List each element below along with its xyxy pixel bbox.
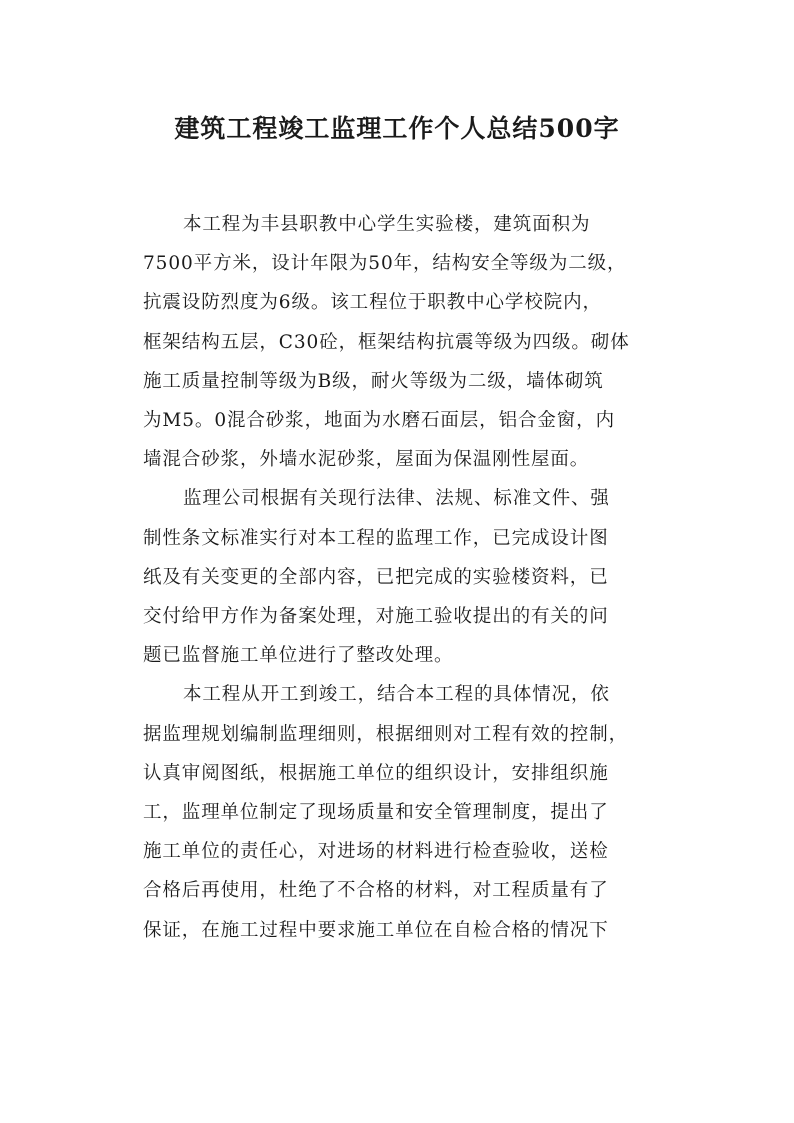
text-line: 认真审阅图纸，根据施工单位的组织设计，安排组织施 <box>143 762 609 784</box>
document-title: 建筑工程竣工监理工作个人总结500字 <box>174 114 620 143</box>
text-line: 合格后再使用，杜绝了不合格的材料，对工程质量有了 <box>143 880 609 902</box>
paragraph-2 <box>143 479 665 675</box>
text-line: 据监理规划编制监理细则，根据细则对工程有效的控制， <box>143 723 629 745</box>
text-line: 施工单位的责任心，对进场的材料进行检查验收，送检 <box>143 841 609 863</box>
text-line: 交付给甲方作为备案处理，对施工验收提出的有关的问 <box>143 606 609 628</box>
text-line: 框架结构五层，C30砼，框架结构抗震等级为四级。砌体 <box>143 331 630 353</box>
text-line: 本工程从开工到竣工，结合本工程的具体情况，依 <box>183 684 610 706</box>
text-line: 工，监理单位制定了现场质量和安全管理制度，提出了 <box>143 802 609 824</box>
text-line: 监理公司根据有关现行法律、法规、标准文件、强 <box>183 488 610 510</box>
text-line: 抗震设防烈度为6级。该工程位于职教中心学校院内， <box>143 292 602 314</box>
text-line: 本工程为丰县职教中心学生实验楼，建筑面积为 <box>183 214 591 235</box>
text-line: 纸及有关变更的全部内容，已把完成的实验楼资料，已 <box>143 566 609 588</box>
text-line: 施工质量控制等级为B级，耐火等级为二级，墙体砌筑 <box>143 370 604 392</box>
paragraph-3 <box>143 675 665 949</box>
text-line: 题已监督施工单位进行了整改处理。 <box>143 645 454 667</box>
text-line: 墙混合砂浆，外墙水泥砂浆，屋面为保温刚性屋面。 <box>143 449 590 471</box>
paragraph-1 <box>143 205 665 479</box>
text-line: 7500平方米，设计年限为50年，结构安全等级为二级， <box>143 253 627 275</box>
text-line: 保证，在施工过程中要求施工单位在自检合格的情况下 <box>143 919 609 941</box>
text-line: 为M5。0混合砂浆，地面为水磨石面层，铝合金窗，内 <box>143 410 615 432</box>
text-line: 制性条文标准实行对本工程的监理工作，已完成设计图 <box>143 527 609 549</box>
document-body <box>143 205 665 950</box>
